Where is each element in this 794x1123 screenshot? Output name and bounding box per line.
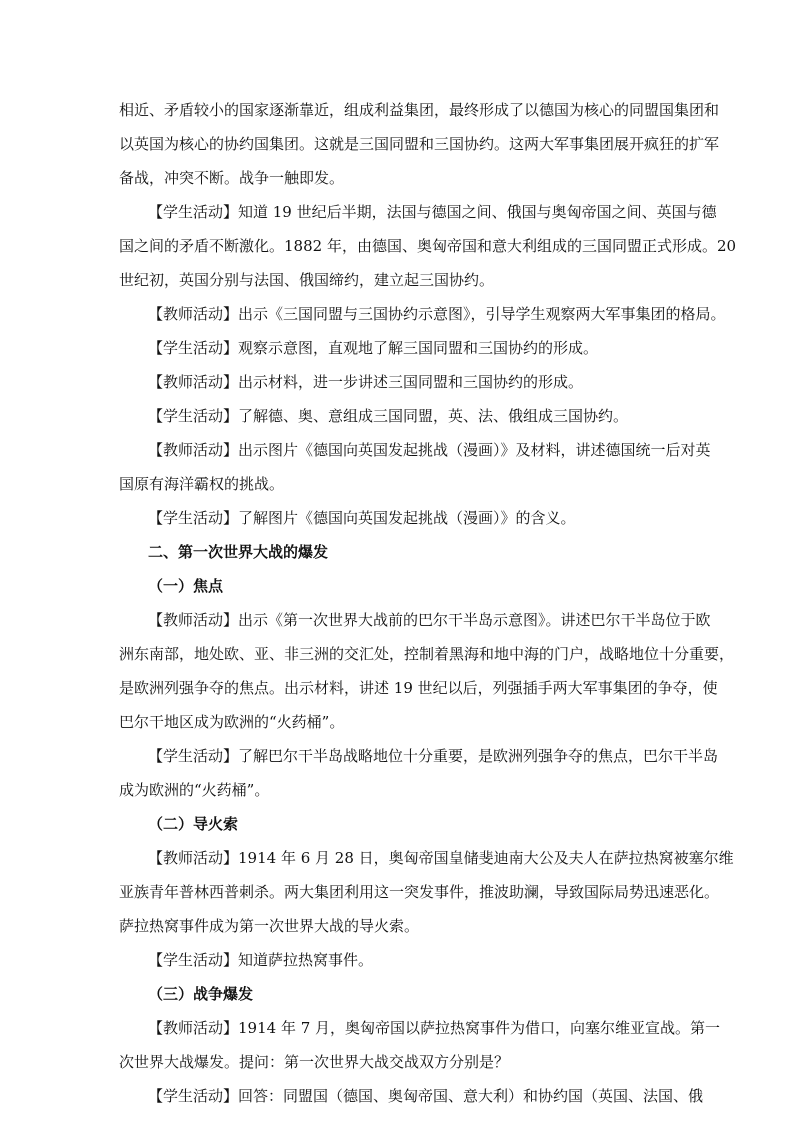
teacher-activity-line: 【教师活动】1914 年 7 月，奥匈帝国以萨拉热窝事件为借口，向塞尔维亚宣战。第一 bbox=[148, 1019, 721, 1037]
paragraph-line: 国之间的矛盾不断激化。1882 年，由德国、奥匈帝国和意大利组成的三国同盟正式形成。20 bbox=[119, 237, 737, 255]
paragraph-line: 次世界大战爆发。提问：第一次世界大战交战双方分别是？ bbox=[119, 1053, 510, 1071]
student-activity-line: 【学生活动】了解巴尔干半岛战略地位十分重要，是欧洲列强争夺的焦点，巴尔干半岛 bbox=[148, 747, 719, 765]
paragraph-line: 成为欧洲的“火药桶”。 bbox=[119, 781, 270, 799]
student-activity-line: 【学生活动】了解德、奥、意组成三国同盟，英、法、俄组成三国协约。 bbox=[148, 407, 629, 425]
student-activity-line: 【学生活动】回答：同盟国（德国、奥匈帝国、意大利）和协约国（英国、法国、俄 bbox=[148, 1087, 704, 1105]
paragraph-line: 亚族青年普林西普刺杀。两大集团利用这一突发事件，推波助澜，导致国际局势迅速恶化。 bbox=[119, 883, 720, 901]
subsection-heading: （二）导火索 bbox=[148, 815, 239, 833]
teacher-activity-line: 【教师活动】出示图片《德国向英国发起挑战（漫画）》及材料，讲述德国统一后对英 bbox=[148, 441, 711, 459]
paragraph-line: 备战，冲突不断。战争一触即发。 bbox=[119, 169, 345, 187]
student-activity-line: 【学生活动】了解图片《德国向英国发起挑战（漫画）》的含义。 bbox=[148, 509, 576, 527]
teacher-activity-line: 【教师活动】1914 年 6 月 28 日，奥匈帝国皇储斐迪南大公及夫人在萨拉热窝被塞尔维 bbox=[148, 849, 734, 867]
paragraph-line: 国原有海洋霸权的挑战。 bbox=[119, 475, 285, 493]
student-activity-line: 【学生活动】知道萨拉热窝事件。 bbox=[148, 951, 374, 969]
teacher-activity-line: 【教师活动】出示材料，进一步讲述三国同盟和三国协约的形成。 bbox=[148, 373, 584, 391]
paragraph-line: 巴尔干地区成为欧洲的“火药桶”。 bbox=[119, 713, 345, 731]
teacher-activity-line: 【教师活动】出示《第一次世界大战前的巴尔干半岛示意图》。讲述巴尔干半岛位于欧 bbox=[148, 611, 711, 629]
paragraph-line: 洲东南部，地处欧、亚、非三洲的交汇处，控制着黑海和地中海的门户，战略地位十分重要， bbox=[119, 645, 735, 663]
student-activity-line: 【学生活动】观察示意图，直观地了解三国同盟和三国协约的形成。 bbox=[148, 339, 599, 357]
paragraph-line: 是欧洲列强争夺的焦点。出示材料，讲述 19 世纪以后，列强插手两大军事集团的争夺，使 bbox=[119, 679, 718, 697]
paragraph-line: 相近、矛盾较小的国家逐渐靠近，组成利益集团，最终形成了以德国为核心的同盟国集团和 bbox=[119, 101, 720, 119]
teacher-activity-line: 【教师活动】出示《三国同盟与三国协约示意图》，引导学生观察两大军事集团的格局。 bbox=[148, 305, 726, 323]
subsection-heading: （一）焦点 bbox=[148, 577, 224, 595]
student-activity-line: 【学生活动】知道 19 世纪后半期，法国与德国之间、俄国与奥匈帝国之间、英国与德 bbox=[148, 203, 717, 221]
paragraph-line: 世纪初，英国分别与法国、俄国缔约，建立起三国协约。 bbox=[119, 271, 495, 289]
subsection-heading: （三）战争爆发 bbox=[148, 985, 254, 1003]
paragraph-line: 以英国为核心的协约国集团。这就是三国同盟和三国协约。这两大军事集团展开疯狂的扩军 bbox=[119, 135, 720, 153]
paragraph-line: 萨拉热窝事件成为第一次世界大战的导火索。 bbox=[119, 917, 420, 935]
section-heading: 二、第一次世界大战的爆发 bbox=[148, 543, 329, 561]
